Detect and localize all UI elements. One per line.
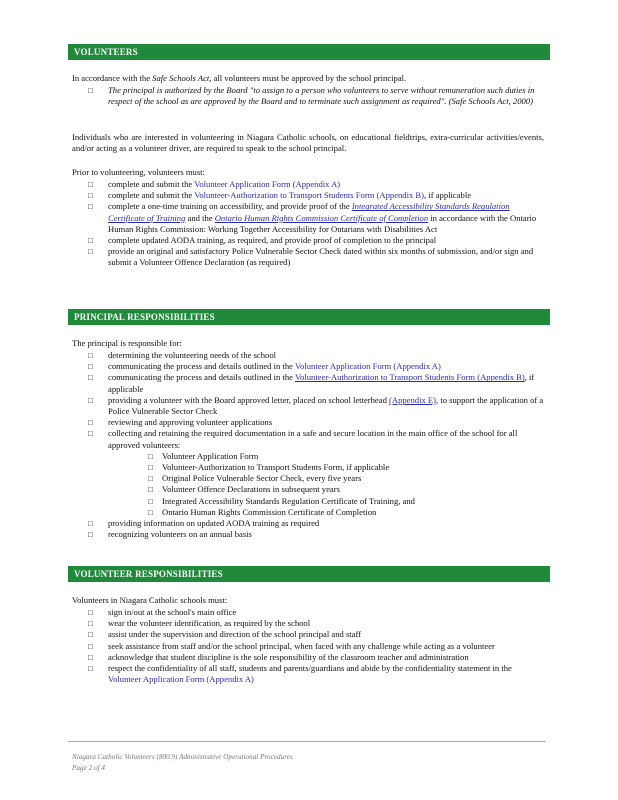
list-item: □ determining the volunteering needs of the school	[88, 350, 546, 361]
appendix-b-link[interactable]: Volunteer-Authorization to Transport Students Form (Appendix B)	[294, 372, 525, 383]
section-heading-volunteer-responsibilities: VOLUNTEER RESPONSIBILITIES	[68, 566, 550, 582]
list-item: □ seek assistance from staff and/or the school principal, when faced with any challenge while acting as a volunteer	[88, 641, 546, 652]
principal-intro: The principal is responsible for:	[72, 338, 182, 348]
list-item: □ collecting and retaining the required documentation in a safe and secure location in the main office of the school for all approved volunteers: □ Volunteer Application Form □ Volunteer-Authorization to Transport Students Form, if applicable □ Original Police Vulnerable Sector Check, every five years □ Volunteer Offence Declarations in subsequent years □ Integrated Accessibility Standards Regulation Certificate of Training, and □ Ontario Human Rights Commission Certificate of Completion	[88, 428, 546, 518]
list-item: □ reviewing and approving volunteer applications	[88, 417, 546, 428]
volunteers-individuals-paragraph: Individuals who are interested in volunteering in Niagara Catholic schools, on educational fieldtrips, extra-curricular activities/events, and/or acting as a volunteer driver, are required to speak to the school principal.	[72, 132, 544, 154]
list-item: □ respect the confidentiality of all staff, students and parents/guardians and abide by the confidentiality statement in the Volunteer Application Form (Appendix A)	[88, 663, 546, 685]
list-item: □ providing information on updated AODA training as required	[88, 518, 546, 529]
volunteer-responsibilities-list	[88, 607, 546, 685]
iasr-certificate-link[interactable]: Integrated Accessibility Standards Regulation Certificate of Training	[108, 201, 510, 223]
appendix-a-link[interactable]: Volunteer Application Form (Appendix A)	[294, 361, 441, 372]
sub-list-item: □ Volunteer-Authorization to Transport Students Form, if applicable	[148, 462, 546, 473]
volunteers-intro: In accordance with the Safe Schools Act, all volunteers must be approved by the school principal.	[72, 73, 407, 83]
footer-page-number: Page 2 of 4	[72, 764, 105, 772]
list-item: □ communicating the process and details outlined in the Volunteer-Authorization to Transport Students Form (Appendix B), if applicable	[88, 372, 546, 394]
section-heading-volunteers: VOLUNTEERS	[68, 44, 550, 60]
sub-list-item: □ Volunteer Application Form	[148, 451, 546, 462]
volunteers-requirements-list	[88, 179, 546, 269]
appendix-a-link[interactable]: Volunteer Application Form (Appendix A)	[108, 674, 254, 685]
ohrc-certificate-link[interactable]: Ontario Human Rights Commission Certificate of Completion	[214, 212, 429, 223]
list-item: □ complete and submit the Volunteer-Authorization to Transport Students Form (Appendix B), if applicable	[88, 190, 546, 201]
sub-list-item: □ Original Police Vulnerable Sector Check, every five years	[148, 473, 546, 484]
list-item: □ provide an original and satisfactory Police Vulnerable Sector Check dated within six months of submission, and/or sign and submit a Volunteer Offence Declaration (as required)	[88, 246, 546, 268]
list-item: □ providing a volunteer with the Board approved letter, placed on school letterhead (Appendix E), to support the application of a Police Vulnerable Sector Check	[88, 395, 546, 417]
list-item: □ The principal is authorized by the Board "to assign to a person who volunteers to serve without remuneration such duties in respect of the school as are approved by the Board and to terminate such assignment as required". (Safe Schools Act, 2000)	[88, 85, 546, 107]
volunteers-prior-heading: Prior to volunteering, volunteers must:	[72, 167, 205, 177]
list-item: □ complete and submit the Volunteer Application Form (Appendix A)	[88, 179, 546, 190]
footer-title: Niagara Catholic Volunteers (800.9) Administrative Operational Procedures	[72, 753, 293, 761]
list-item: □ recognizing volunteers on an annual basis	[88, 529, 546, 540]
list-item: □ communicating the process and details outlined in the Volunteer Application Form (Appendix A)	[88, 361, 546, 372]
section-heading-principal: PRINCIPAL RESPONSIBILITIES	[68, 309, 550, 325]
list-item: □ wear the volunteer identification, as required by the school	[88, 618, 546, 629]
sub-list-item: □ Volunteer Offence Declarations in subsequent years	[148, 484, 546, 495]
appendix-b-link[interactable]: Volunteer-Authorization to Transport Students Form (Appendix B)	[194, 190, 425, 201]
appendix-a-link[interactable]: Volunteer Application Form (Appendix A)	[194, 179, 341, 189]
sub-list-item: □ Integrated Accessibility Standards Regulation Certificate of Training, and	[148, 496, 546, 507]
list-item: □ complete a one-time training on accessibility, and provide proof of the Integrated Accessibility Standards Regulation Certificate of Training and the Ontario Human Rights Commission Certificate of Completion in accordance with the Ontario Human Rights Commission: Working Together Accessibility for Ontarians with Disabilities Act	[88, 201, 546, 235]
principal-responsibilities-list	[88, 350, 546, 540]
list-item: □ sign in/out at the school's main office	[88, 607, 546, 618]
list-item: □ assist under the supervision and direction of the school principal and staff	[88, 629, 546, 640]
required-documentation-list	[108, 451, 546, 518]
sub-list-item: □ Ontario Human Rights Commission Certificate of Completion	[148, 507, 546, 518]
volunteer-responsibilities-intro: Volunteers in Niagara Catholic schools must:	[72, 595, 228, 605]
volunteers-authorization-list	[88, 85, 546, 107]
list-item: □ acknowledge that student discipline is the sole responsibility of the classroom teacher and administration	[88, 652, 546, 663]
list-item: □ complete updated AODA training, as required, and provide proof of completion to the principal	[88, 235, 546, 246]
appendix-e-link[interactable]: (Appendix E)	[389, 394, 437, 405]
footer-divider	[68, 741, 546, 742]
